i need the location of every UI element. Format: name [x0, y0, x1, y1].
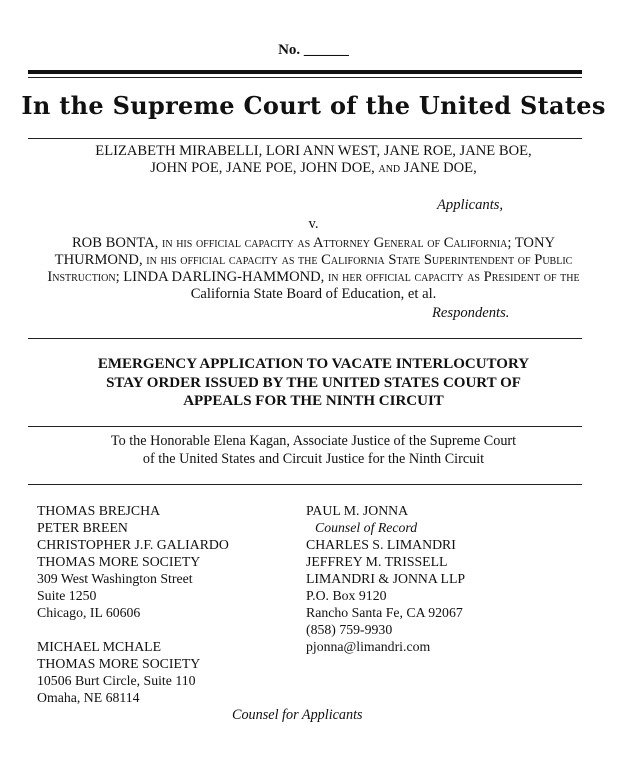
caption-top-rule: [28, 138, 582, 139]
counsel-left-name-2: PETER BREEN: [37, 520, 128, 535]
counsel-right-name-1: PAUL M. JONNA: [306, 503, 409, 518]
docket-number: No. ______: [278, 42, 349, 58]
application-title-line-3: APPEALS FOR THE NINTH CIRCUIT: [183, 393, 444, 409]
counsel-for-applicants: Counsel for Applicants: [232, 707, 363, 723]
respondents-line-1: ROB BONTA, in his official capacity as Attorney General of California; TONY: [71, 235, 556, 251]
counsel-right-name-3: JEFFREY M. TRISSELL: [306, 554, 448, 569]
counsel-right-name-2: CHARLES S. LIMANDRI: [306, 537, 456, 552]
counsel-left-firm: THOMAS MORE SOCIETY: [37, 554, 201, 569]
applicants-line-1: ELIZABETH MIRABELLI, LORI ANN WEST, JANE ROE, JANE BOE,: [95, 143, 532, 159]
counsel-right-phone: (858) 759-9930: [306, 622, 393, 637]
counsel-top-rule: [28, 484, 582, 485]
respondents-line-4: California State Board of Education, et al.: [190, 286, 437, 302]
addressee-top-rule: [28, 426, 582, 427]
application-title: [0, 355, 627, 411]
application-title-line-2: STAY ORDER ISSUED BY THE UNITED STATES COURT OF: [106, 374, 521, 391]
counsel-left-name-1: THOMAS BREJCHA: [37, 503, 161, 518]
counsel-left-name-4: MICHAEL MCHALE: [37, 639, 162, 654]
counsel-left-suite: Suite 1250: [37, 588, 97, 603]
counsel-left-name-3: CHRISTOPHER J.F. GALIARDO: [37, 537, 229, 552]
applicants-label: Applicants,: [437, 197, 504, 213]
counsel-right-role: Counsel of Record: [315, 520, 418, 535]
versus: v.: [308, 216, 319, 232]
respondents-line-2: THURMOND, in his official capacity as the California State Superintendent of Public: [54, 252, 573, 268]
addressee-line-1: To the Honorable Elena Kagan, Associate Justice of the Supreme Court: [110, 433, 517, 449]
counsel-right-column: [306, 502, 465, 655]
respondents-label: Respondents.: [432, 305, 510, 321]
addressee-line-2: of the United States and Circuit Justice for the Ninth Circuit: [142, 451, 485, 467]
caption-bottom-rule: [28, 338, 582, 339]
counsel-left-column: [37, 502, 229, 706]
counsel-left-street: 309 West Washington Street: [37, 571, 193, 586]
counsel-right-po: P.O. Box 9120: [306, 588, 387, 603]
counsel-left-city: Chicago, IL 60606: [37, 605, 141, 620]
court-title: In the Supreme Court of the United States: [21, 91, 606, 120]
counsel-left-firm-2: THOMAS MORE SOCIETY: [37, 656, 201, 671]
counsel-right-city: Rancho Santa Fe, CA 92067: [306, 605, 463, 620]
counsel-left-street-2: 10506 Burt Circle, Suite 110: [37, 673, 196, 688]
respondents-line-3: Instruction; LINDA DARLING-HAMMOND, in her official capacity as President of the: [47, 269, 580, 285]
top-rule-thick: [28, 70, 582, 74]
application-title-line-1: EMERGENCY APPLICATION TO VACATE INTERLOCUTORY: [97, 356, 530, 372]
counsel-right-firm: LIMANDRI & JONNA LLP: [306, 571, 466, 586]
counsel-right-email: pjonna@limandri.com: [306, 639, 431, 654]
counsel-left-city-2: Omaha, NE 68114: [37, 690, 140, 705]
top-rule-thin: [28, 77, 582, 78]
applicants-line-2: JOHN POE, JANE POE, JOHN DOE, and JANE DOE,: [150, 160, 477, 176]
